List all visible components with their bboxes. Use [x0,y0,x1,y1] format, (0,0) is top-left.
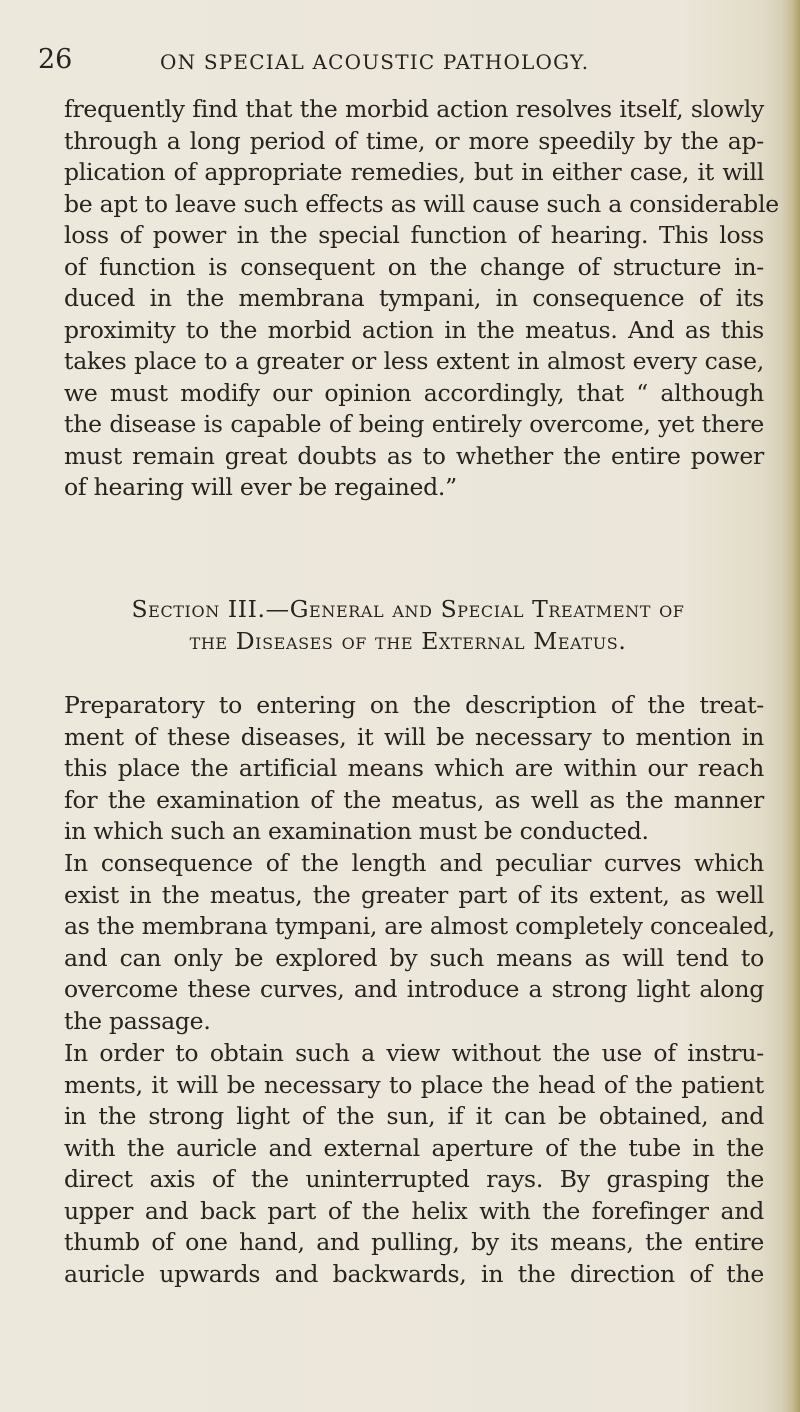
text-line: of hearing will ever be regained.” [64,473,457,501]
text-line: with the auricle and external aperture of the tube in the [64,1133,764,1162]
text-line: proximity to the morbid action in the meatus. And as this [64,315,764,344]
text-line: direct axis of the uninterrupted rays. By grasping the [64,1165,764,1193]
text-line: plication of appropriate remedies, but in either case, it will [64,158,764,186]
page-edge-shadow [782,0,800,1412]
text-line: we must modify our opinion accordingly, that “ although [64,378,764,407]
text-line: in which such an examination must be conducted. [64,817,649,845]
running-title: ON SPECIAL ACOUSTIC PATHOLOGY. [160,50,590,74]
text-line: and can only be explored by such means as will tend to [64,943,764,972]
text-line: must remain great doubts as to whether the entire power [64,441,764,470]
text-line: auricle upwards and backwards, in the direction of the [64,1259,764,1288]
text-line: for the examination of the meatus, as well as the manner [64,785,764,814]
text-line: upper and back part of the helix with the forefinger and [64,1196,764,1225]
text-line: overcome these curves, and introduce a strong light along [64,975,764,1003]
text-line: in the strong light of the sun, if it can be obtained, and [64,1102,764,1130]
text-line: thumb of one hand, and pulling, by its means, the entire [64,1228,764,1256]
text-line: of function is consequent on the change of structure in- [64,252,764,281]
paragraph-curves [64,848,775,1037]
section-heading-text: Section III.—General and Special Treatment of [131,595,685,623]
text-line: through a long period of time, or more speedily by the ap- [64,126,764,155]
text-line: duced in the membrana tympani, in consequence of its [64,284,764,312]
text-line: the disease is capable of being entirely overcome, yet there [64,410,764,438]
paragraph-view [64,1038,764,1290]
text-line: ments, it will be necessary to place the head of the patient [64,1070,764,1099]
page-number: 26 [38,44,73,75]
paragraph-continued [64,94,779,504]
text-line: loss of power in the special function of hearing. This loss [64,221,764,249]
section-heading-line-1 [38,594,778,626]
section-heading-line-2 [38,626,778,658]
running-head [38,44,778,76]
text-line: Preparatory to entering on the description of the treat- [64,691,764,719]
section-heading-text: the Diseases of the External Meatus. [189,627,627,655]
text-line: In consequence of the length and peculiar curves which [64,849,764,877]
text-line: exist in the meatus, the greater part of its extent, as well [64,880,764,909]
text-line: be apt to leave such effects as will cause such a considerable [64,189,779,218]
text-line: In order to obtain such a view without the use of instru- [64,1039,764,1067]
paragraph-preparatory [64,690,764,848]
text-line: as the membrana tympani, are almost completely concealed, [64,912,775,940]
text-line: frequently find that the morbid action resolves itself, slowly [64,95,764,123]
text-line: ment of these diseases, it will be necessary to mention in [64,722,764,751]
text-line: the passage. [64,1006,211,1035]
text-line: this place the artificial means which are within our reach [64,754,764,782]
text-line: takes place to a greater or less extent in almost every case, [64,347,764,375]
